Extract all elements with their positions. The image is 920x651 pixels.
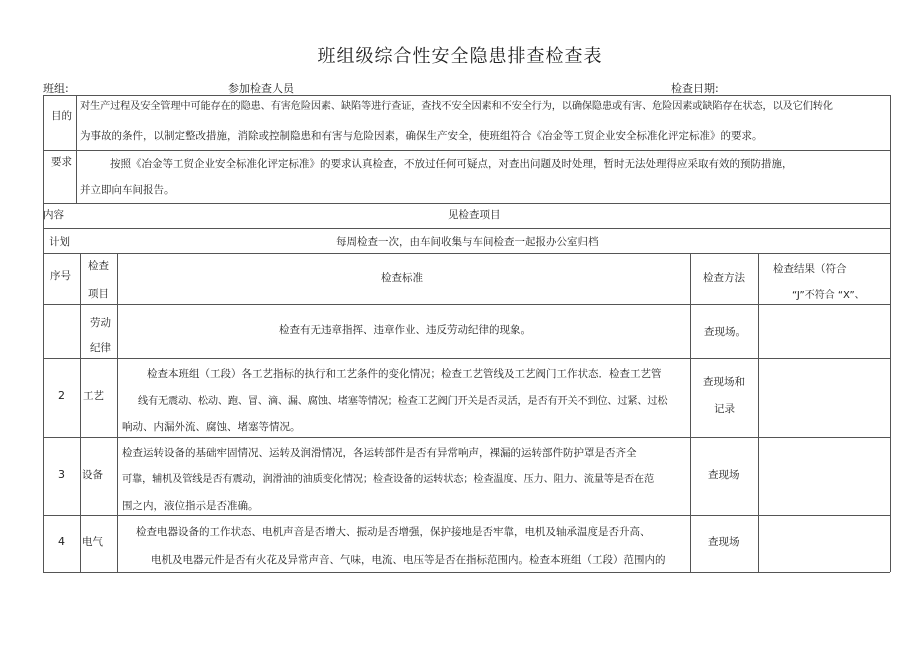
header-standard: 检查标准 bbox=[381, 272, 423, 284]
row2-standard-line1: 检查本班组（工段）各工艺指标的执行和工艺条件的变化情况；检查工艺管线及工艺阀门工作状态．检查工艺管 bbox=[147, 368, 662, 380]
row1-standard-line1: 检查有无违章指挥、违章作业、违反劳动纪律的现象。 bbox=[279, 324, 531, 336]
rule-item-col bbox=[117, 253, 118, 572]
row2-item: 工艺 bbox=[83, 390, 104, 402]
content-label: 内容 bbox=[43, 209, 64, 221]
rule-top bbox=[43, 95, 890, 96]
requirement-text-line2: 并立即向车间报告。 bbox=[80, 184, 175, 196]
header-method: 检查方法 bbox=[703, 272, 745, 284]
rule-method-col bbox=[690, 253, 691, 572]
requirement-label: 要求 bbox=[51, 156, 72, 168]
plan-label: 计划 bbox=[49, 236, 70, 248]
requirement-text-line1: 按照《冶金等工贸企业安全标准化评定标准》的要求认真检查，不放过任何可疑点，对查出问题及时处理，暂时无法处理得应采取有效的预防措施， bbox=[110, 158, 793, 170]
header-result-line1: 检查结果（符合 bbox=[773, 263, 847, 275]
row2-method-line1: 查现场和 bbox=[703, 376, 745, 388]
rule-seq-col bbox=[80, 253, 81, 572]
team-label: 班组: bbox=[43, 82, 69, 95]
plan-value: 每周检查一次，由车间收集与车间检查一起报办公室归档 bbox=[336, 236, 599, 248]
content-value: 见检查项目 bbox=[448, 209, 501, 221]
purpose-text-line2: 为事故的条件，以制定整改措施，消除或控制隐患和有害与危险因素，确保生产安全，使班组符合《冶金等工贸企业安全标准化评定标准》的要求。 bbox=[80, 130, 763, 142]
rule-purpose-bottom bbox=[43, 150, 890, 151]
row1-item-line2: 纪律 bbox=[90, 342, 111, 354]
row3-standard-line3: 围之内，液位指示是否准确。 bbox=[122, 500, 259, 512]
row4-standard-line2: 电机及电器元件是否有火花及异常声音、气味，电流、电压等是否在指标范围内。检查本班组（工段）范围内的 bbox=[151, 554, 666, 566]
row2-method-line2: 记录 bbox=[714, 403, 735, 415]
rule-header-bottom bbox=[43, 304, 890, 305]
row4-method: 查现场 bbox=[708, 536, 740, 548]
header-result-line2: “J”不符合 “X”、 bbox=[792, 290, 865, 301]
rule-right bbox=[890, 95, 891, 572]
rule-left bbox=[43, 95, 44, 572]
row4-number: 4 bbox=[58, 535, 65, 548]
rule-content-bottom bbox=[43, 228, 890, 229]
rule-row2-bottom bbox=[43, 437, 890, 438]
row4-standard-line1: 检查电器设备的工作状态、电机声音是否增大、振动是否增强，保护接地是否牢靠，电机及轴承温度是否升高、 bbox=[136, 526, 651, 538]
header-item-line2: 项目 bbox=[88, 288, 109, 300]
row1-method: 查现场。 bbox=[704, 326, 746, 338]
participants-label: 参加检查人员 bbox=[228, 82, 294, 95]
header-item-line1: 检查 bbox=[88, 260, 109, 272]
row2-standard-line3: 响动、内漏外流、腐蚀、堵塞等情况。 bbox=[122, 421, 301, 433]
row1-item-line1: 劳动 bbox=[90, 317, 111, 329]
row3-method: 查现场 bbox=[708, 469, 740, 481]
page-title: 班组级综合性安全隐患排查检查表 bbox=[317, 46, 603, 67]
rule-row3-bottom bbox=[43, 515, 890, 516]
rule-plan-bottom bbox=[43, 253, 890, 254]
rule-row1-bottom bbox=[43, 358, 890, 359]
row3-standard-line1: 检查运转设备的基础牢固情况、运转及润滑情况，各运转部件是否有异常响声，裸漏的运转部件防护罩是否齐全 bbox=[122, 447, 637, 459]
row4-item: 电气 bbox=[82, 536, 103, 548]
rule-requirement-bottom bbox=[43, 203, 890, 204]
row3-number: 3 bbox=[58, 468, 65, 481]
rule-table-bottom bbox=[43, 572, 890, 573]
row2-standard-line2: 线有无震动、松动、跑、冒、滴、漏、腐蚀、堵塞等情况；检查工艺阀门开关是否灵活，是否有开关不到位、过紧、过松 bbox=[138, 396, 668, 407]
check-date-label: 检查日期: bbox=[671, 82, 719, 95]
rule-result-col bbox=[758, 253, 759, 572]
purpose-label: 目的 bbox=[51, 110, 72, 122]
row3-standard-line2: 可靠，辅机及管线是否有震动，润滑油的油质变化情况；检查设备的运转状态；检查温度、压力、阻力、流量等是否在范 bbox=[122, 474, 654, 485]
row3-item: 设备 bbox=[82, 469, 103, 481]
purpose-text-line1: 对生产过程及安全管理中可能存在的隐患、有害危险因素、缺陷等进行查证，查找不安全因素和不安全行为，以确保隐患或有害、危险因素或缺陷存在状态，以及它们转化 bbox=[80, 101, 833, 112]
rule-label-col bbox=[76, 95, 77, 203]
header-seq: 序号 bbox=[50, 270, 71, 282]
row2-number: 2 bbox=[58, 389, 65, 402]
